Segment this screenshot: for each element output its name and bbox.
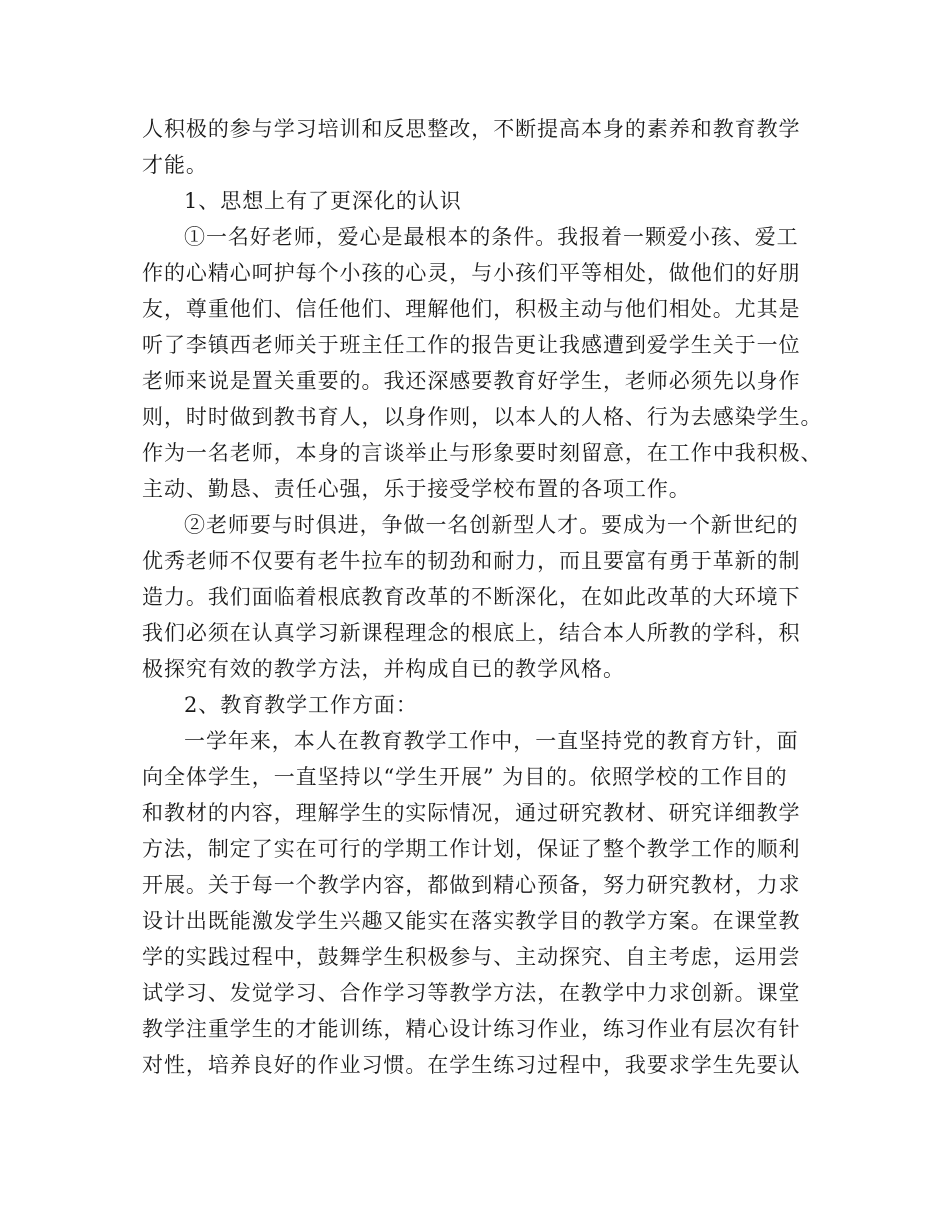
text-line: 友，尊重他们、信任他们、理解他们，积极主动与他们相处。尤其是 bbox=[142, 297, 801, 321]
text-line: 开展。关于每一个教学内容，都做到精心预备，努力研究教材，力求 bbox=[142, 873, 801, 897]
text-line: 向全体学生，一直坚持以“学生开展” 为目的。依照学校的工作目的 bbox=[142, 765, 788, 789]
text-line: 作的心精心呵护每个小孩的心灵，与小孩们平等相处，做他们的好朋 bbox=[142, 261, 801, 285]
text-line: 老师来说是置关重要的。我还深感要教育好学生，老师必须先以身作 bbox=[142, 369, 801, 393]
section-heading: 1、思想上有了更深化的认识 bbox=[184, 189, 462, 213]
text-line: 作为一名老师，本身的言谈举止与形象要时刻留意，在工作中我积极、 bbox=[142, 441, 823, 465]
text-line: 方法，制定了实在可行的学期工作计划，保证了整个教学工作的顺利 bbox=[142, 837, 801, 861]
text-line: 极探究有效的教学方法，并构成自已的教学风格。 bbox=[142, 657, 625, 681]
text-line: 对性，培养良好的作业习惯。在学生练习过程中，我要求学生先要认 bbox=[142, 1053, 801, 1077]
text-line: 学的实践过程中，鼓舞学生积极参与、主动探究、自主考虑，运用尝 bbox=[142, 945, 801, 969]
text-line: 则，时时做到教书育人，以身作则，以本人的人格、行为去感染学生。 bbox=[142, 405, 823, 429]
text-line: 才能。 bbox=[142, 153, 208, 177]
section-heading: 2、教育教学工作方面： bbox=[184, 693, 418, 717]
text-line: 设计出既能激发学生兴趣又能实在落实教学目的教学方案。在课堂教 bbox=[142, 909, 801, 933]
text-line: 人积极的参与学习培训和反思整改，不断提高本身的素养和教育教学 bbox=[142, 117, 801, 141]
text-line: 优秀老师不仅要有老牛拉车的韧劲和耐力，而且要富有勇于革新的制 bbox=[142, 549, 801, 573]
text-line: 教学注重学生的才能训练，精心设计练习作业，练习作业有层次有针 bbox=[142, 1017, 801, 1041]
text-line: 造力。我们面临着根底教育改革的不断深化，在如此改革的大环境下 bbox=[142, 585, 801, 609]
text-line: 听了李镇西老师关于班主任工作的报告更让我感遭到爱学生关于一位 bbox=[142, 333, 801, 357]
text-line: ②老师要与时俱进，争做一名创新型人才。要成为一个新世纪的 bbox=[184, 513, 799, 537]
text-line: 一学年来，本人在教育教学工作中，一直坚持党的教育方针，面 bbox=[184, 729, 799, 753]
text-line: 试学习、发觉学习、合作学习等教学方法，在教学中力求创新。课堂 bbox=[142, 981, 801, 1005]
text-line: 和教材的内容，理解学生的实际情况，通过研究教材、研究详细教学 bbox=[142, 801, 801, 825]
text-line: 主动、勤恳、责任心强，乐于接受学校布置的各项工作。 bbox=[142, 477, 691, 501]
text-line: 我们必须在认真学习新课程理念的根底上，结合本人所教的学科，积 bbox=[142, 621, 801, 645]
text-line: ①一名好老师，爱心是最根本的条件。我报着一颗爱小孩、爱工 bbox=[184, 225, 799, 249]
